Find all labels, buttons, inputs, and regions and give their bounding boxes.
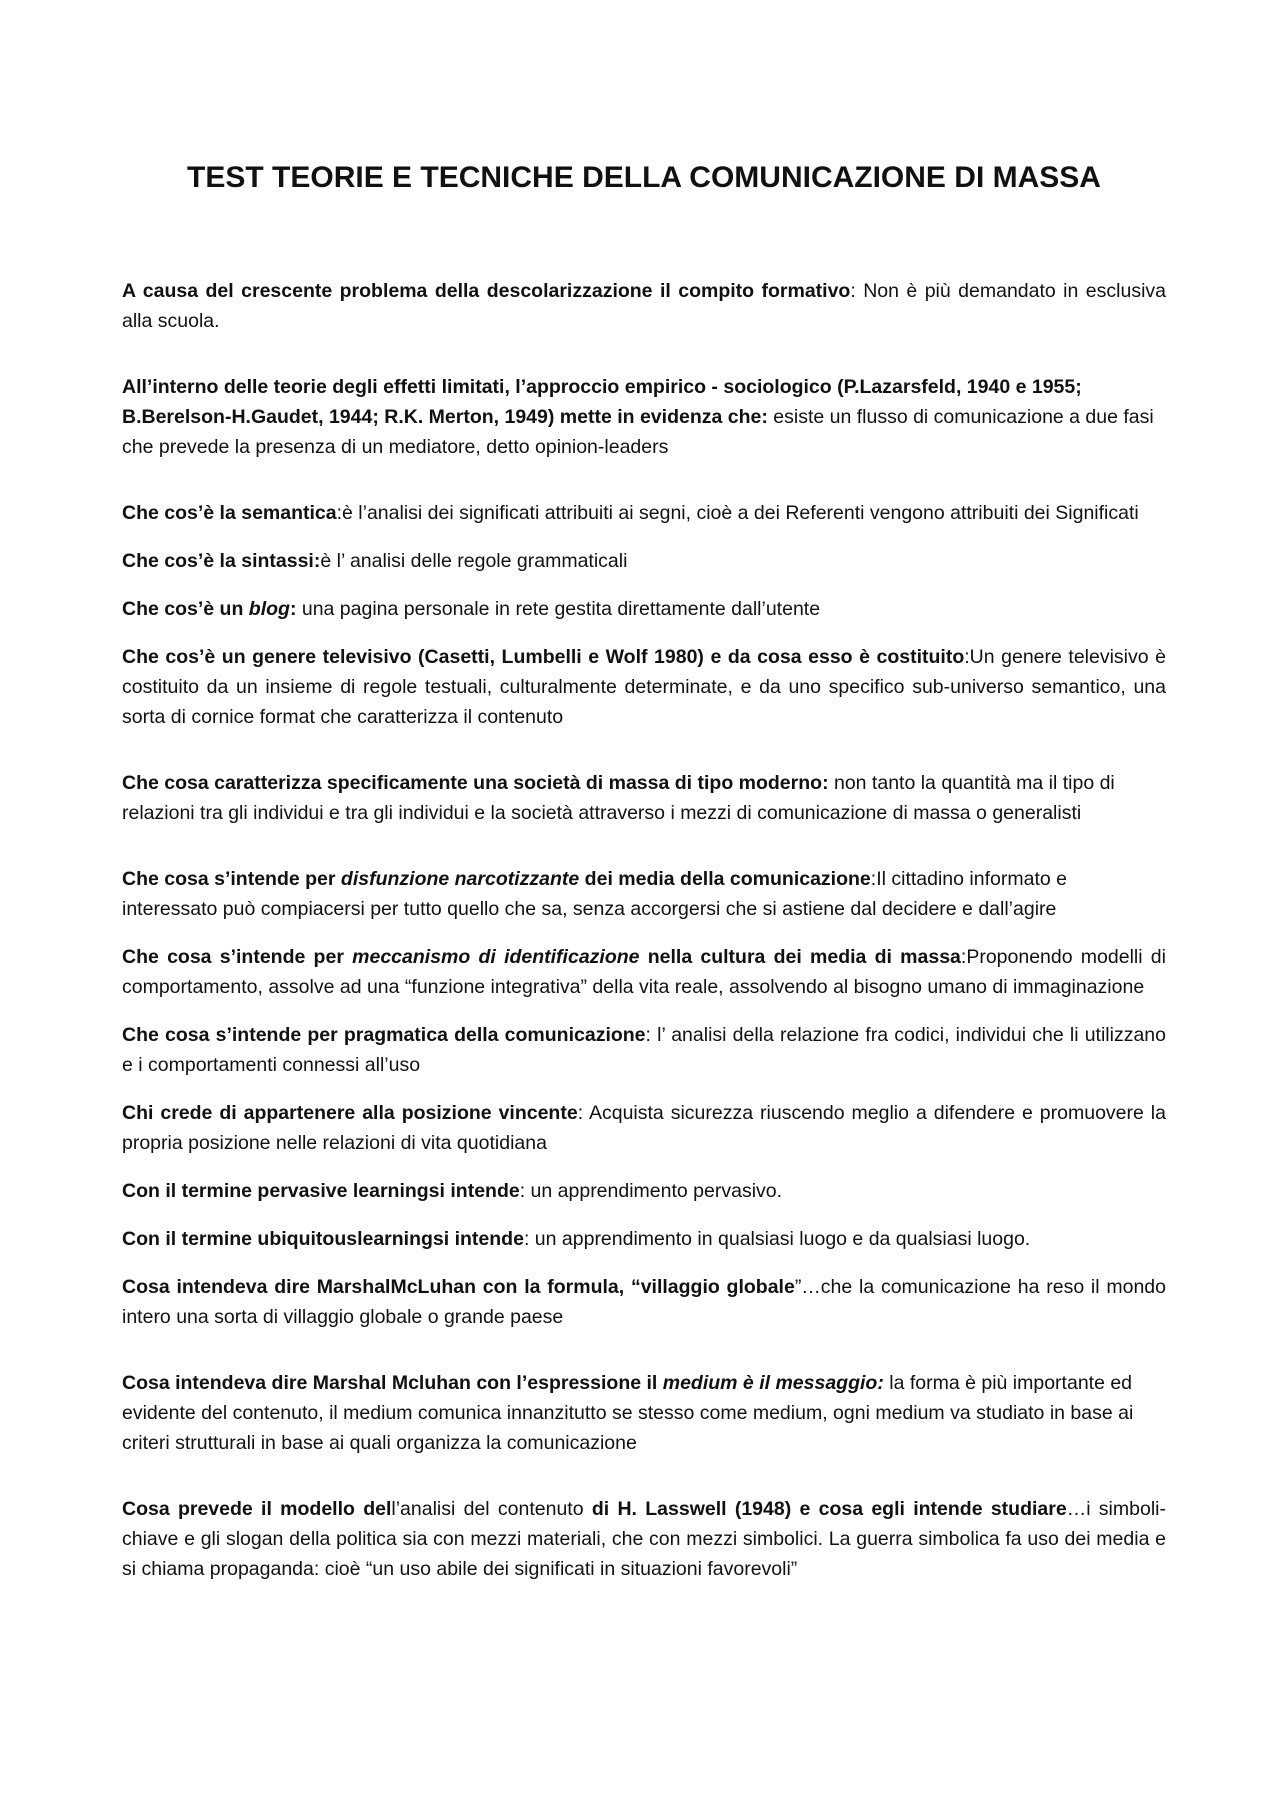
separator: : [964,646,970,668]
answer: una pagina personale in rete gestita direttamente dall’utente [301,598,821,620]
qa-entry [122,276,1166,336]
answer-text: l’analisi del contenuto [391,1498,592,1520]
question-italic: disfunzione narcotizzante [340,868,580,890]
separator: : [336,502,343,524]
answer: esiste un flusso di comunicazione a due fasi che prevede la presenza di un mediatore, detto opinion-leaders [122,406,1154,458]
answer: Il cittadino informato e interessato può compiacersi per tutto quello che sa, senza accorgersi che si astiene dal decidere e dall’agire [122,868,1067,920]
answer: Proponendo modelli di comportamento, assolve ad una “funzione integrativa” della vita reale, assolvendo al bisogno umano di immaginazione [122,946,1166,998]
question: Che cos’è la semantica [122,502,337,524]
question-text: Cosa intendeva dire Marshal Mcluhan con l’espressione il [122,1372,663,1394]
question: A causa del crescente problema della descolarizzazione il compito formativo [122,280,851,302]
answer: un apprendimento in qualsiasi luogo e da qualsiasi luogo. [534,1228,1031,1250]
question: Che cos’è la sintassi: [122,550,321,572]
question-continuation: di H. Lasswell (1948) e cosa egli intende studiare [591,1498,1067,1520]
question-text: Che cos’è un [122,598,249,620]
qa-entry [122,942,1166,1002]
answer: un apprendimento pervasivo. [530,1180,783,1202]
answer: Acquista sicurezza riuscendo meglio a difendere e promuovere la propria posizione nelle relazioni di vita quotidiana [122,1102,1166,1154]
question: Cosa prevede il modello del [122,1498,392,1520]
question [122,946,961,968]
qa-entry [122,1224,1166,1254]
qa-entry [122,1272,1166,1332]
separator: : [523,1228,535,1250]
qa-entry [122,1098,1166,1158]
separator: : [870,868,877,890]
question: Che cosa caratterizza specificamente una società di massa di tipo moderno: [122,772,829,794]
question [122,598,296,620]
answer: è l’ analisi delle regole grammaticali [320,550,628,572]
qa-entry [122,1020,1166,1080]
separator: : [960,946,967,968]
answer: la forma è più importante ed evidente del contenuto, il medium comunica innanzitutto se stesso come medium, ogni medium va studiato in base ai criteri strutturali in base ai quali organizza la comunicazione [122,1372,1134,1454]
qa-entry [122,1494,1166,1584]
question-italic: meccanismo di identificazione [352,946,640,968]
qa-entry [122,642,1166,732]
question: Chi crede di appartenere alla posizione vincente [122,1102,578,1124]
document-title: TEST TEORIE E TECNICHE DELLA COMUNICAZIONE DI MASSA [187,161,1101,194]
question-italic: medium è il messaggio: [662,1372,884,1394]
separator: : [519,1180,531,1202]
qa-entry [122,594,1166,624]
answer: è l’analisi dei significati attribuiti ai segni, cioè a dei Referenti vengono attribuiti dei Significati [342,502,1139,524]
question-text: nella cultura dei media di massa [639,946,961,968]
question: Cosa intendeva dire MarshalMcLuhan con la formula, “villaggio globale [122,1276,795,1298]
answer: Non è più demandato in esclusiva alla scuola. [122,280,1166,332]
separator: : [850,280,864,302]
qa-entry [122,768,1166,828]
qa-entry [122,372,1166,462]
qa-entry [122,546,1166,576]
question: Che cos’è un genere televisivo (Casetti, Lumbelli e Wolf 1980) e da cosa esso è costituito [122,646,965,668]
question [122,868,871,890]
question-text: : [289,598,297,620]
answer: Un genere televisivo è costituito da un insieme di regole testuali, culturalmente determinate, e da uno specifico sub-universo semantico, una sorta di cornice format che caratterizza il contenuto [122,646,1166,728]
qa-entry [122,1176,1166,1206]
question: Con il termine ubiquitouslearningsi intende [122,1228,524,1250]
qa-entry [122,1368,1166,1458]
answer: ”…che la comunicazione ha reso il mondo intero una sorta di villaggio globale o grande paese [122,1276,1166,1328]
separator: : [577,1102,589,1124]
qa-entry [122,864,1166,924]
question-text: Che cosa s’intende per [122,946,353,968]
answer-text: …i simboli-chiave e gli slogan della politica sia con mezzi materiali, che con mezzi simbolici. La guerra simbolica fa uso dei media e si chiama propaganda: cioè “un uso abile dei significati in situazioni favorevoli” [122,1498,1166,1580]
question: Che cosa s’intende per pragmatica della comunicazione [122,1024,646,1046]
question: All’interno delle teorie degli effetti limitati, l’approccio empirico - sociologico (P.Lazarsfeld, 1940 e 1955; B.Berelson-H.Gaudet, 1944; R.K. Merton, 1949) mette in evidenza che: [122,376,1082,428]
separator: : [645,1024,658,1046]
question-italic: blog [248,598,290,620]
answer: non tanto la quantità ma il tipo di relazioni tra gli individui e tra gli individui e la società attraverso i mezzi di comunicazione di massa o generalisti [122,772,1115,824]
question [122,1372,884,1394]
question-text: dei media della comunicazione [579,868,871,890]
question-text: Che cosa s’intende per [122,868,341,890]
qa-entry [122,498,1166,528]
question: Con il termine pervasive learningsi intende [122,1180,520,1202]
answer: l’ analisi della relazione fra codici, individui che li utilizzano e i comportamenti connessi all’uso [122,1024,1166,1076]
